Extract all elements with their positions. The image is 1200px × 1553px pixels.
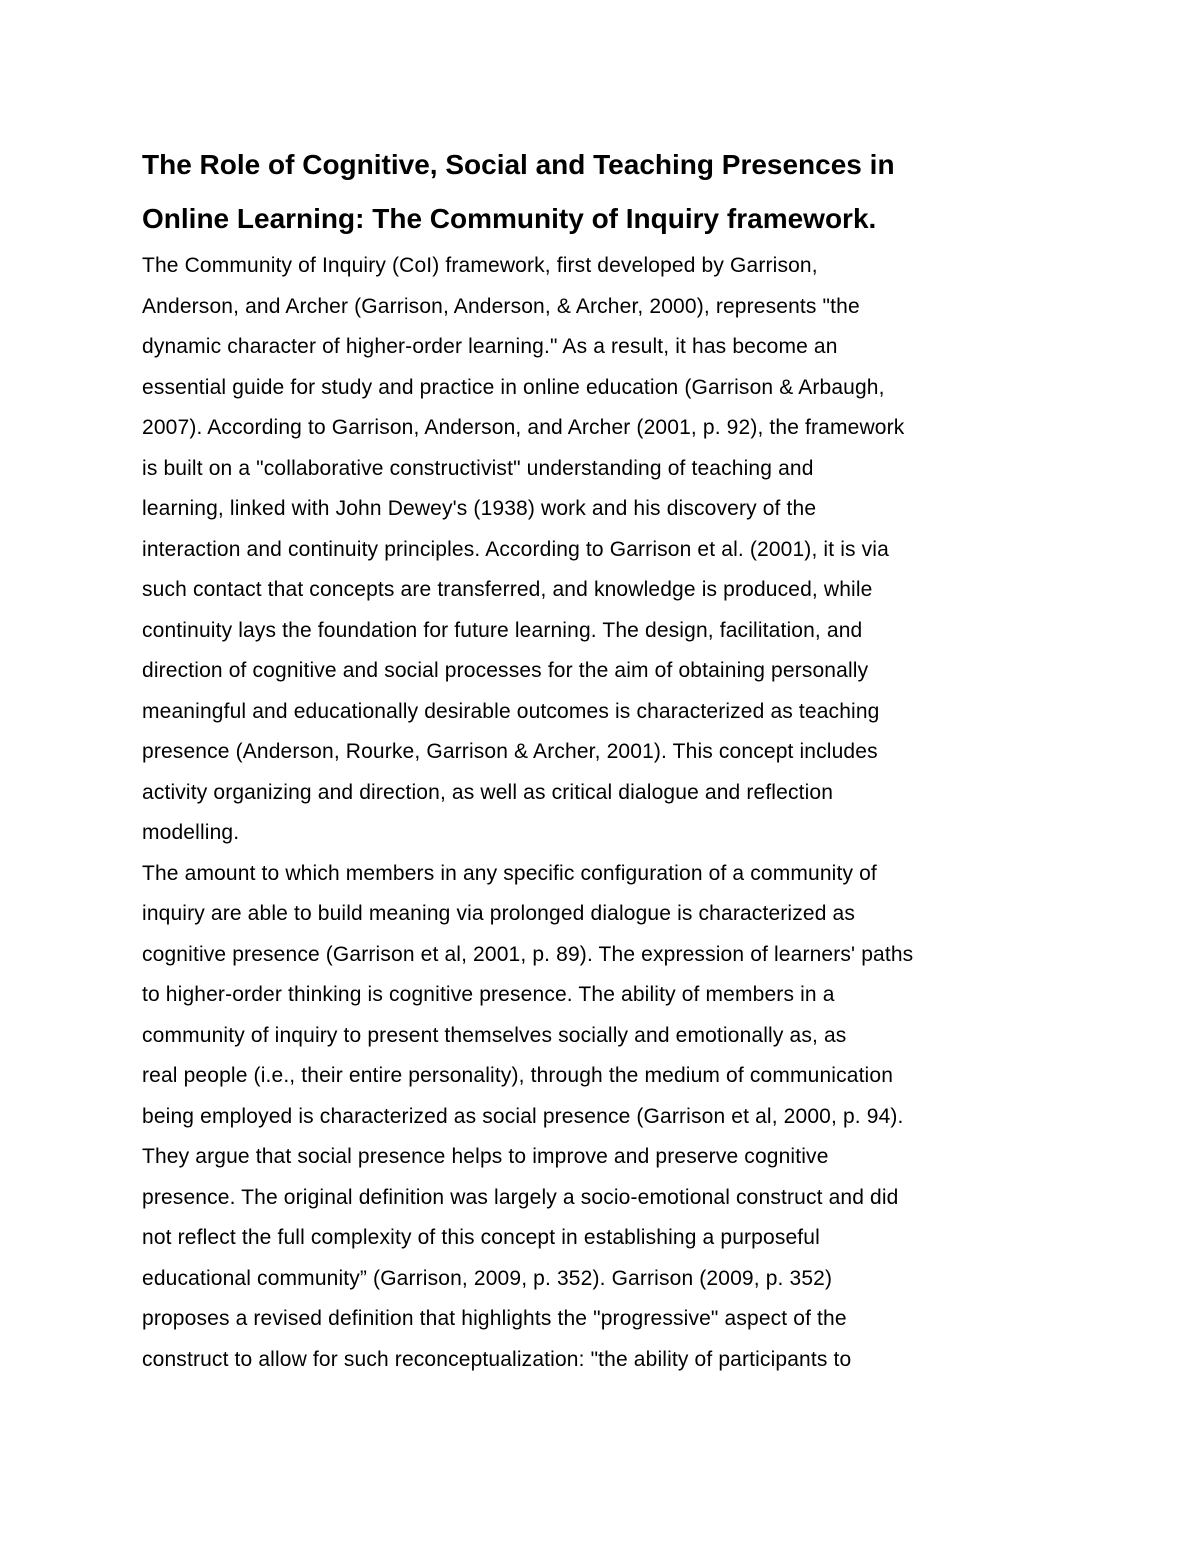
text-line: dynamic character of higher-order learning." As a result, it has become an [142, 335, 838, 358]
text-line: essential guide for study and practice in online education (Garrison & Arbaugh, [142, 375, 885, 399]
title-line: Online Learning: The Community of Inquiry framework. [142, 203, 877, 234]
text-line: community of inquiry to present themselves socially and emotionally as, as [142, 1023, 847, 1047]
text-line: The amount to which members in any specific configuration of a community of [142, 861, 877, 885]
text-line: such contact that concepts are transferred, and knowledge is produced, while [142, 578, 873, 601]
text-line: cognitive presence (Garrison et al, 2001, p. 89). The expression of learners' paths [142, 942, 914, 966]
text-line: activity organizing and direction, as well as critical dialogue and reflection [142, 780, 834, 804]
document-page [142, 138, 1062, 1380]
text-line: presence (Anderson, Rourke, Garrison & Archer, 2001). This concept includes [142, 740, 878, 763]
text-line: presence. The original definition was largely a socio-emotional construct and did [142, 1185, 899, 1209]
text-line: They argue that social presence helps to improve and preserve cognitive [142, 1145, 829, 1168]
text-line: educational community” (Garrison, 2009, p. 352). Garrison (2009, p. 352) [142, 1266, 833, 1290]
text-line: direction of cognitive and social processes for the aim of obtaining personally [142, 659, 869, 682]
text-line: 2007). According to Garrison, Anderson, and Archer (2001, p. 92), the framework [142, 416, 905, 439]
text-line: meaningful and educationally desirable outcomes is characterized as teaching [142, 699, 880, 723]
text-line: proposes a revised definition that highlights the "progressive" aspect of the [142, 1307, 847, 1330]
text-line: being employed is characterized as social presence (Garrison et al, 2000, p. 94). [142, 1104, 904, 1128]
text-line: not reflect the full complexity of this concept in establishing a purposeful [142, 1226, 820, 1249]
text-line: inquiry are able to build meaning via prolonged dialogue is characterized as [142, 902, 856, 925]
text-line: The Community of Inquiry (CoI) framework, first developed by Garrison, [142, 254, 818, 277]
title-line: The Role of Cognitive, Social and Teaching Presences in [142, 149, 895, 180]
text-line: learning, linked with John Dewey's (1938) work and his discovery of the [142, 497, 817, 520]
text-line: to higher-order thinking is cognitive presence. The ability of members in a [142, 983, 835, 1006]
text-line: continuity lays the foundation for future learning. The design, facilitation, and [142, 618, 863, 642]
paragraph-1 [142, 246, 1062, 854]
text-line: construct to allow for such reconceptualization: "the ability of participants to [142, 1347, 852, 1371]
document-title [142, 138, 1062, 246]
paragraph-2 [142, 854, 1062, 1381]
text-line: is built on a "collaborative constructivist" understanding of teaching and [142, 456, 814, 480]
text-line: interaction and continuity principles. According to Garrison et al. (2001), it is via [142, 537, 889, 561]
text-line: modelling. [142, 821, 240, 844]
text-line: real people (i.e., their entire personality), through the medium of communication [142, 1064, 894, 1087]
text-line: Anderson, and Archer (Garrison, Anderson, & Archer, 2000), represents "the [142, 294, 860, 318]
